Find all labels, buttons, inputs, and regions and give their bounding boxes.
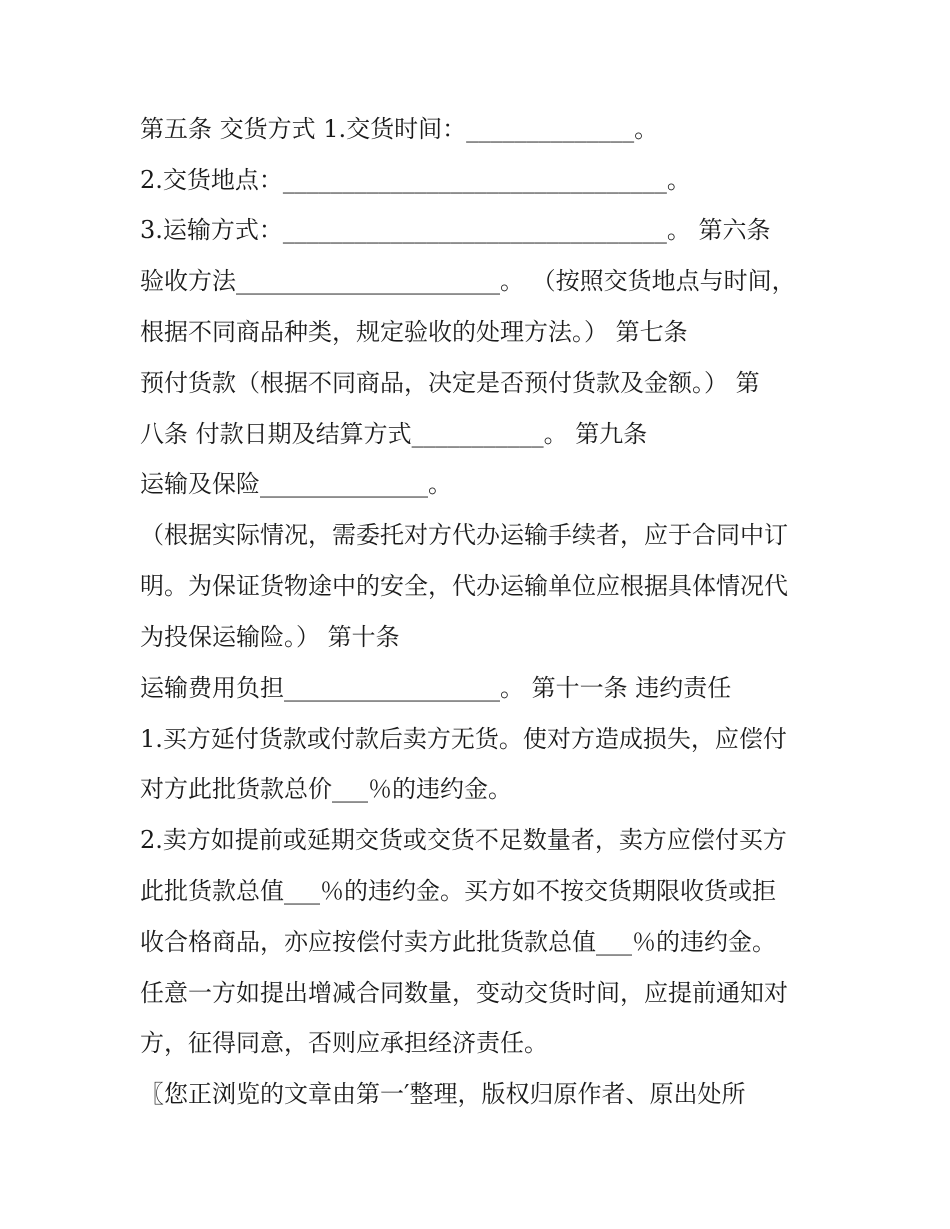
text-line: 方，征得同意，否则应承担经济责任。 — [140, 1029, 548, 1057]
text-line: 收合格商品，亦应按偿付卖方此批货款总值___％的违约金。 — [140, 928, 776, 956]
text-line: 任意一方如提出增减合同数量，变动交货时间，应提前通知对 — [140, 979, 788, 1007]
text-line: 第五条 交货方式 1.交货时间：______________。 — [140, 115, 659, 143]
text-line: 此批货款总值___％的违约金。买方如不按交货期限收货或拒 — [140, 877, 776, 905]
text-line: 运输及保险______________。 — [140, 470, 452, 498]
text-line: 〖您正浏览的文章由第一′整理，版权归原作者、原出处所 — [140, 1080, 746, 1108]
text-line: 验收方法______________________。 （按照交货地点与时间， — [140, 267, 796, 295]
text-line: 1.买方延付货款或付款后卖方无货。使对方造成损失，应偿付 — [140, 725, 787, 753]
text-line: 预付货款（根据不同商品，决定是否预付货款及金额。） 第 — [140, 369, 760, 397]
text-line: 2.交货地点：________________________________。 — [140, 166, 691, 194]
text-line: 明。为保证货物途中的安全，代办运输单位应根据具体情况代 — [140, 572, 788, 600]
text-line: 对方此批货款总价___％的违约金。 — [140, 775, 512, 803]
text-line: 根据不同商品种类，规定验收的处理方法。） 第七条 — [140, 318, 688, 346]
text-line: 运输费用负担__________________。 第十一条 违约责任 — [140, 674, 732, 702]
text-line: （根据实际情况，需委托对方代办运输手续者，应于合同中订 — [140, 521, 788, 549]
text-line: 3.运输方式：________________________________。 第六条 — [140, 216, 771, 244]
text-line: 八条 付款日期及结算方式___________。 第九条 — [140, 420, 648, 448]
text-line: 2.卖方如提前或延期交货或交货不足数量者，卖方应偿付买方 — [140, 826, 787, 854]
text-line: 为投保运输险。） 第十条 — [140, 623, 400, 651]
